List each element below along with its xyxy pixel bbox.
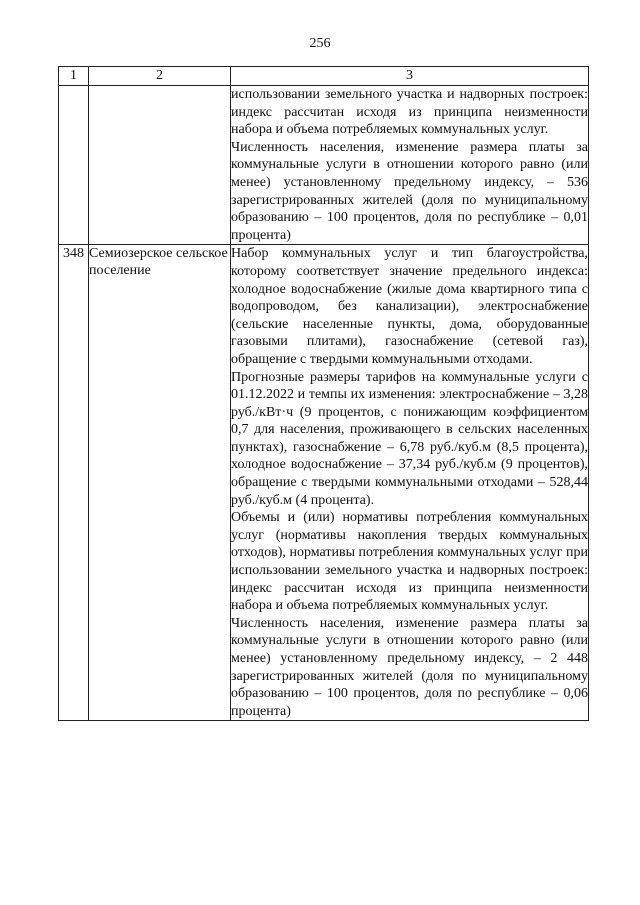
- row-number: [59, 86, 89, 245]
- row-number: 348: [59, 245, 89, 721]
- header-col-1: 1: [59, 67, 89, 86]
- table-row-348: [59, 245, 589, 721]
- row-content: [231, 86, 589, 245]
- page-number: 256: [309, 36, 331, 51]
- row-content: [231, 245, 589, 721]
- table-header-row: [59, 67, 589, 86]
- row-name: Семиозерское сельское поселение: [89, 245, 231, 721]
- content-paragraph: Объемы и (или) нормативы потребления коммунальных услуг (нормативы накопления твердых коммунальных отходов), нормативы потребления коммунальных услуг при использовании земельного участка и надворных построек: индекс рассчитан исходя из принципа неизменности набора и объема потребляемых коммунальных услуг.: [231, 510, 588, 614]
- content-paragraph: Численность населения, изменение размера платы за коммунальные услуги в отношении которого равно (или менее) установленному предельному индексу, – 2 448 зарегистрированных жителей (доля по муниципальному образованию – 100 процентов, доля по республике – 0,06 процента): [231, 615, 588, 719]
- content-paragraph: Набор коммунальных услуг и тип благоустройства, которому соответствует значение предельного индекса: холодное водоснабжение (жилые дома квартирного типа с водопроводом, без канализации), электроснабжение (сельские населенные пункты, дома, оборудованные газовыми плитами), газоснабжение (сетевой газ), обращение с твердыми коммунальными отходами.: [231, 246, 588, 367]
- content-paragraph: Прогнозные размеры тарифов на коммунальные услуги с 01.12.2022 и темпы их изменения: электроснабжение – 3,28 руб./кВт·ч (9 процентов, с понижающим коэффициентом 0,7 для населения, проживающего в сельских населенных пунктах), газоснабжение – 6,78 руб./куб.м (8,5 процента), холодное водоснабжение – 37,34 руб./куб.м (9 процентов), обращение с твердыми коммунальными отходами – 528,44 руб./куб.м (4 процента).: [231, 369, 588, 508]
- content-paragraph: Численность населения, изменение размера платы за коммунальные услуги в отношении которого равно (или менее) установленному предельному индексу, – 536 зарегистрированных жителей (доля по муниципальному образованию – 100 процентов, доля по республике – 0,01 процента): [231, 139, 588, 243]
- content-paragraph: использовании земельного участка и надворных построек: индекс рассчитан исходя из принципа неизменности набора и объема потребляемых коммунальных услуг.: [231, 87, 588, 138]
- data-table: [58, 66, 589, 721]
- row-name: [89, 86, 231, 245]
- table-row-continuation: [59, 86, 589, 245]
- header-col-3: 3: [231, 67, 589, 86]
- header-col-2: 2: [89, 67, 231, 86]
